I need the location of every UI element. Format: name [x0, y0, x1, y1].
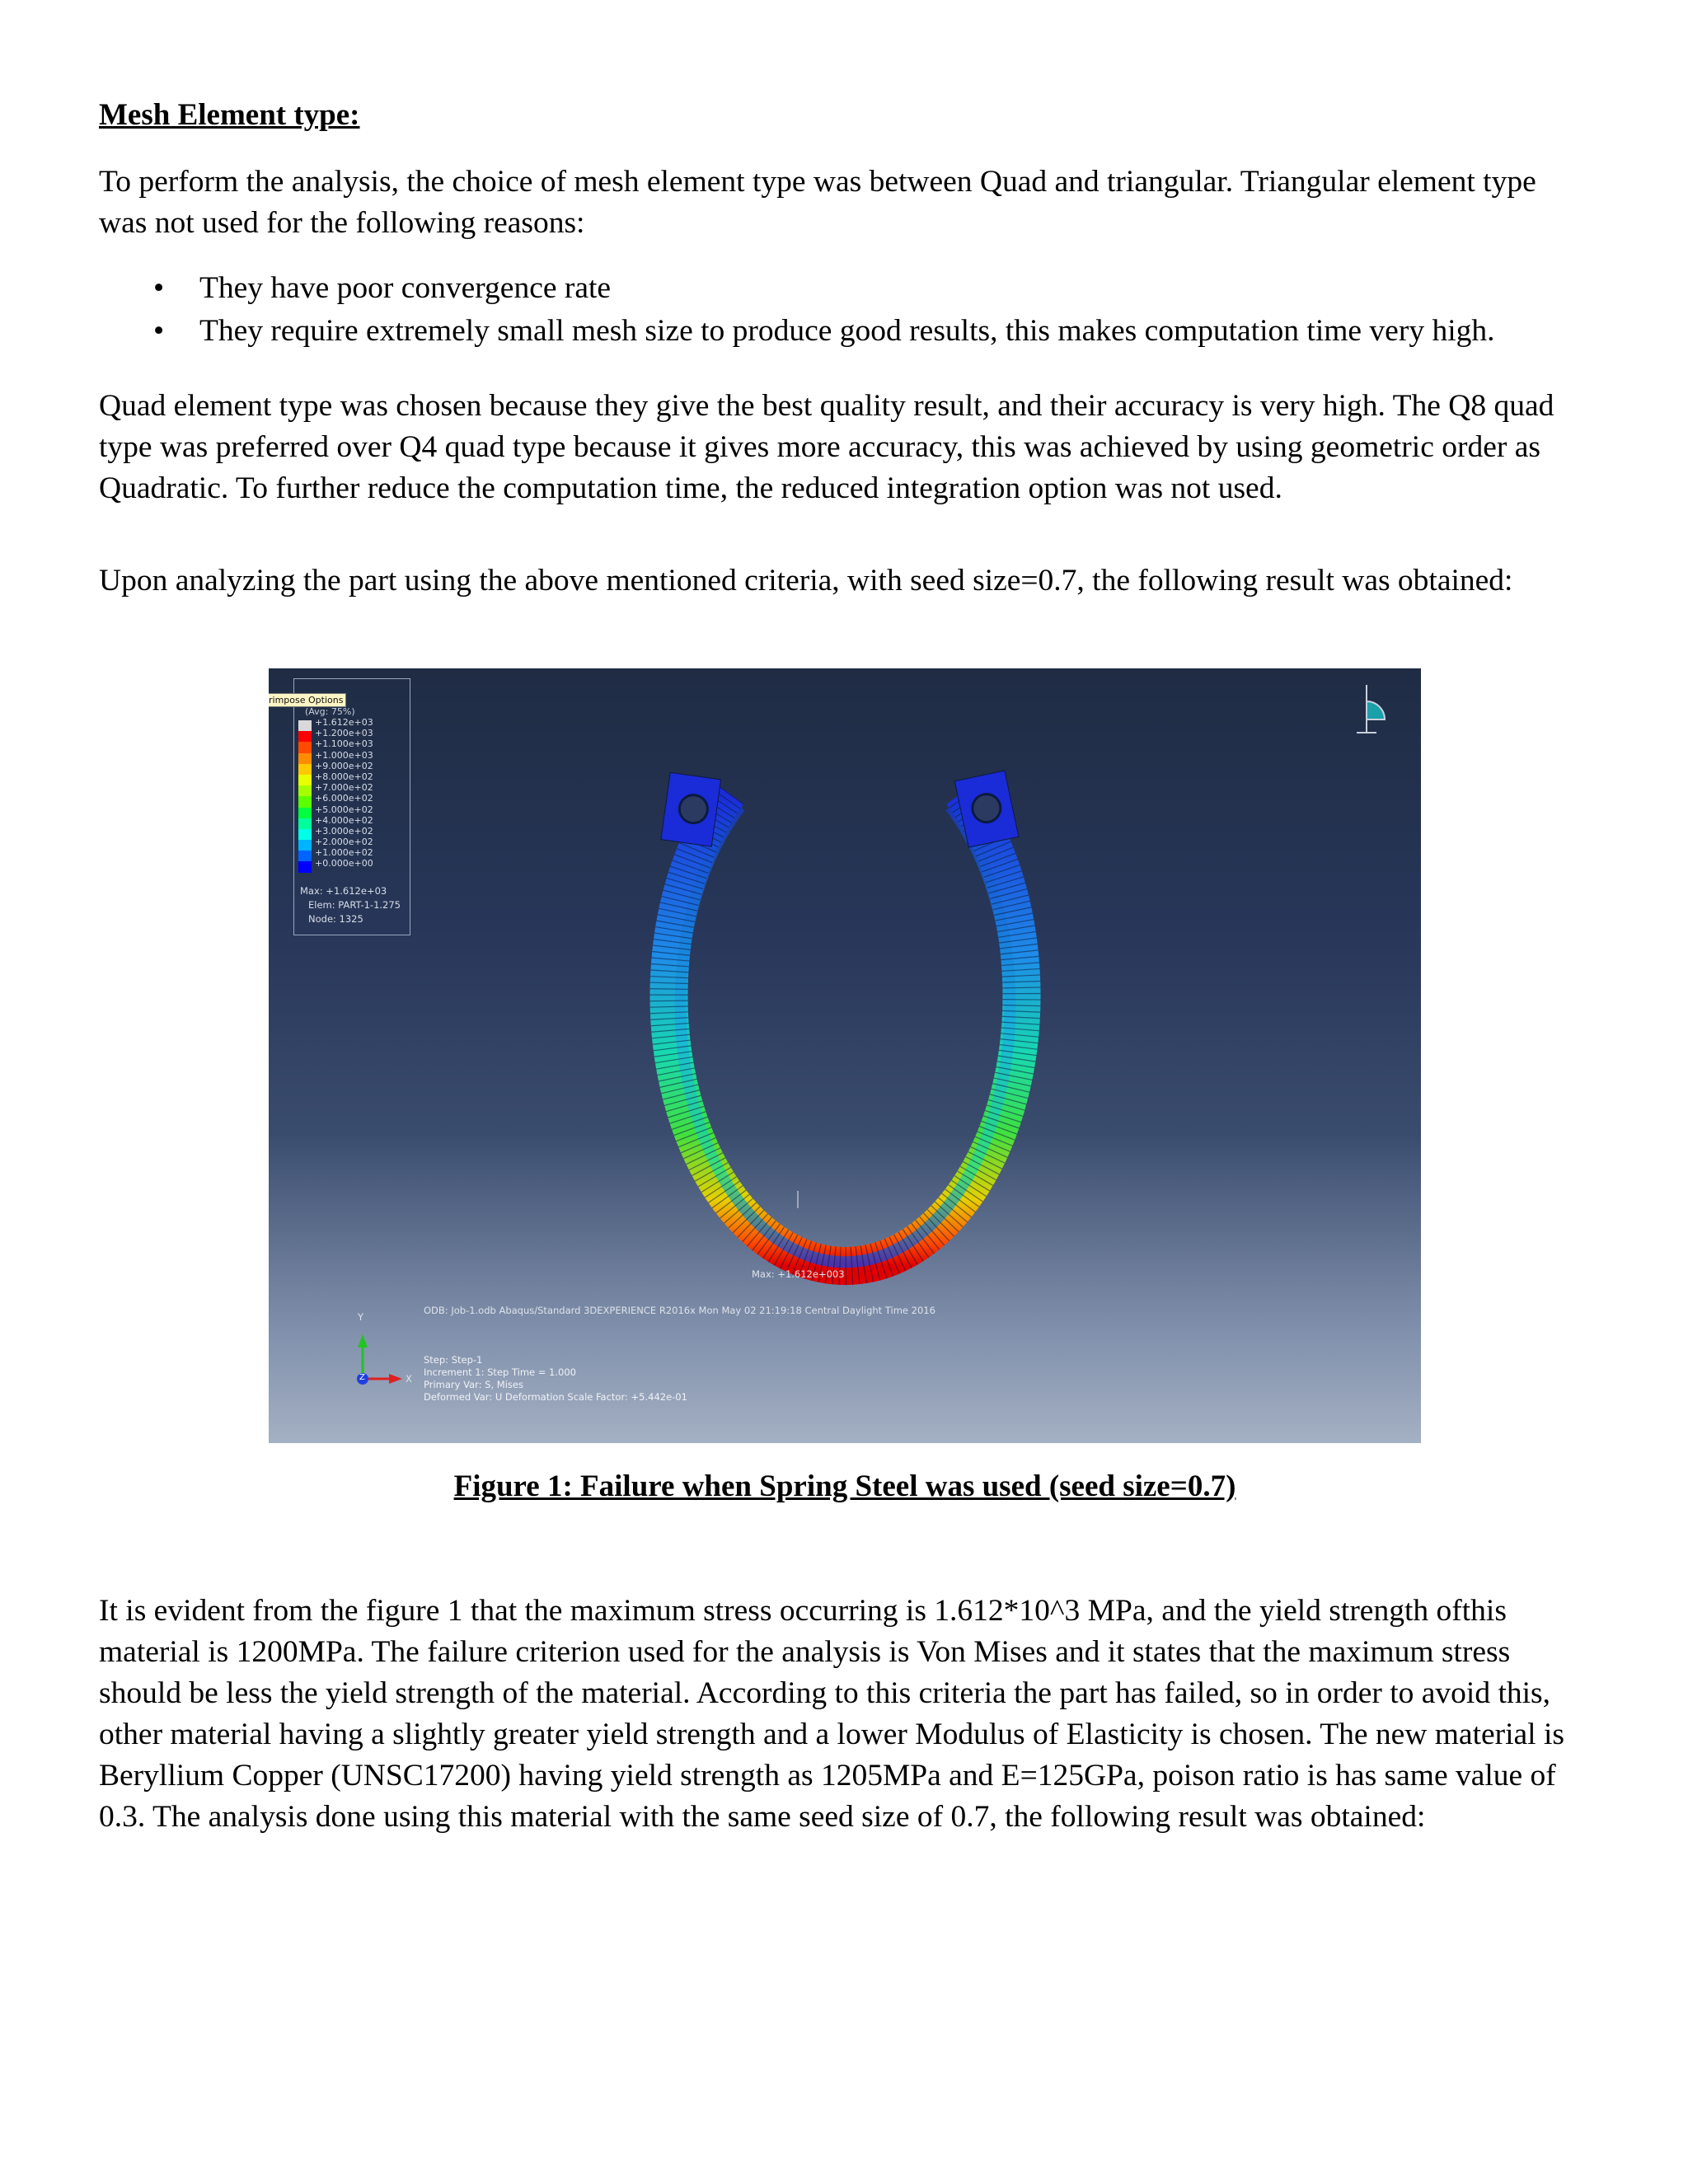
legend-value: +4.000e+02	[315, 814, 373, 826]
legend-value: +9.000e+02	[315, 760, 373, 771]
figure-caption: Figure 1: Failure when Spring Steel was used (seed size=0.7)	[453, 1469, 1236, 1503]
legend-values	[315, 717, 373, 869]
odb-info: ODB: Job-1.odb Abaqus/Standard 3DEXPERIENCE R2016x Mon May 02 21:19:18 Central Daylight Time 2016	[424, 1305, 935, 1316]
axis-y-label: Y	[358, 1311, 364, 1323]
legend-swatch	[298, 840, 312, 851]
status-line: Primary Var: S, Mises	[424, 1379, 523, 1390]
left-lug	[661, 772, 721, 846]
legend-value: +8.000e+02	[315, 771, 373, 782]
reasons-list	[99, 267, 1591, 353]
legend-value: +5.000e+02	[315, 804, 373, 815]
legend-swatch	[298, 731, 312, 742]
legend-swatch	[298, 861, 312, 872]
max-marker-label: Max: +1.612e+003	[752, 1268, 845, 1280]
intro-paragraph: To perform the analysis, the choice of mesh element type was between Quad and triangular. Triangular element type was not used for the following reasons:	[99, 165, 1536, 240]
superimpose-options-tab[interactable]: rimpose Options	[269, 693, 346, 707]
list-item-text: They require extremely small mesh size to produce good results, this makes computation time very high.	[199, 314, 1495, 348]
legend-avg-label: (Avg: 75%)	[305, 706, 355, 717]
legend-value: +2.000e+02	[315, 837, 373, 848]
legend-value: +3.000e+02	[315, 825, 373, 837]
legend-value: +1.100e+03	[315, 738, 373, 750]
legend-swatches	[298, 720, 312, 873]
status-line: Step: Step-1	[424, 1354, 483, 1366]
list-item-text: They have poor convergence rate	[199, 271, 612, 305]
fea-ring-render	[269, 668, 1421, 1443]
legend-swatch	[298, 775, 312, 785]
fea-result-figure	[269, 668, 1421, 1443]
legend-swatch	[298, 785, 312, 796]
legend-value: +1.000e+03	[315, 749, 373, 761]
list-item	[99, 310, 1591, 353]
legend-node: Node: 1325	[308, 913, 363, 925]
legend-value: +7.000e+02	[315, 782, 373, 794]
legend-value: +6.000e+02	[315, 793, 373, 804]
legend-elem: Elem: PART-1-1.275	[308, 899, 401, 911]
legend-swatch	[298, 796, 312, 807]
legend-value: +1.000e+02	[315, 847, 373, 859]
legend-swatch	[298, 720, 312, 731]
bullet-icon: •	[153, 271, 165, 305]
legend-swatch	[298, 753, 312, 764]
section-heading: Mesh Element type:	[99, 98, 360, 132]
bullet-icon: •	[153, 314, 165, 348]
axis-z-label: Z	[359, 1373, 365, 1382]
legend-swatch	[298, 764, 312, 775]
ring-outer-band	[669, 793, 1022, 1266]
step-status	[424, 1354, 687, 1404]
quad-paragraph: Quad element type was chosen because they give the best quality result, and their accuracy is very high. The Q8 quad type was preferred over Q4 quad type because it gives more accuracy, this was achieved by using geometric order as Quadratic. To further reduce the computation time, the reduced integration option was not used.	[99, 389, 1554, 505]
legend-swatch	[298, 851, 312, 861]
axis-x-label: X	[406, 1373, 412, 1385]
legend-value: +1.612e+03	[315, 717, 373, 728]
view-triad-icon	[1357, 685, 1385, 733]
legend-swatch	[298, 818, 312, 829]
list-item	[99, 267, 1591, 310]
legend-info	[300, 884, 401, 926]
analysis-paragraph: Upon analyzing the part using the above mentioned criteria, with seed size=0.7, the following result was obtained:	[99, 564, 1513, 598]
status-line: Increment 1: Step Time = 1.000	[424, 1366, 576, 1378]
legend-max: Max: +1.612e+03	[300, 885, 387, 897]
legend-swatch	[298, 808, 312, 818]
legend-value: +1.200e+03	[315, 728, 373, 739]
legend-swatch	[298, 742, 312, 752]
status-line: Deformed Var: U Deformation Scale Factor: +5.442e-01	[424, 1391, 687, 1403]
legend-swatch	[298, 829, 312, 840]
legend-value: +0.000e+00	[315, 858, 373, 869]
conclusion-paragraph: It is evident from the figure 1 that the maximum stress occurring is 1.612*10^3 MPa, and the yield strength ofthis material is 1200MPa. The failure criterion used for the analysis is Von Mises and it states that the maximum stress should be less the yield strength of the material. According to this criteria the part has failed, so in order to avoid this, other material having a slightly greater yield strength and a lower Modulus of Elasticity is chosen. The new material is Beryllium Copper (UNSC17200) having yield strength as 1205MPa and E=125GPa, poison ratio is has same value of 0.3. The analysis done using this material with the same seed size of 0.7, the following result was obtained:	[99, 1594, 1564, 1834]
